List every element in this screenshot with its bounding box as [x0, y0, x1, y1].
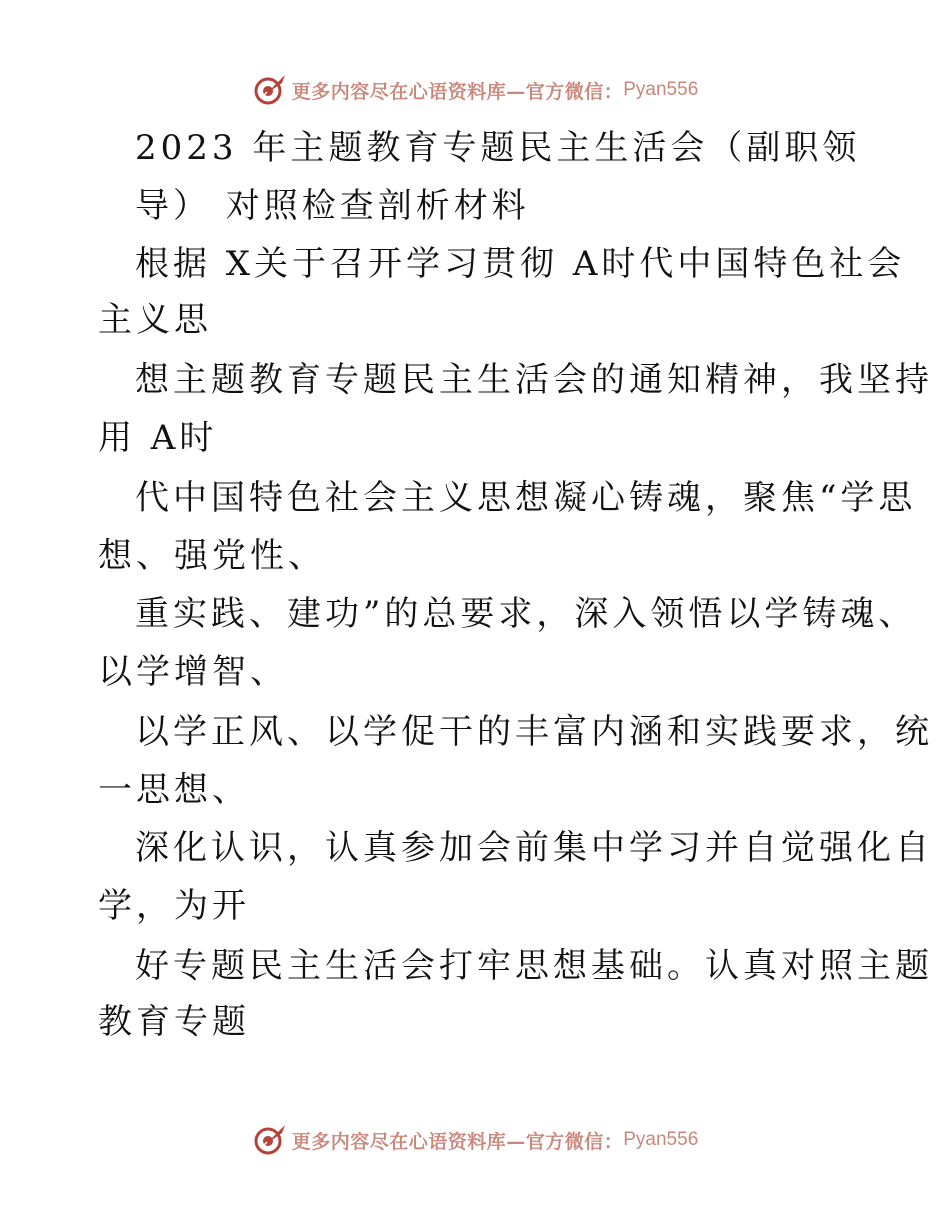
watermark-text: 更多内容尽在心语资料库—官方微信：	[291, 1130, 624, 1153]
paragraph-line: 重实践、建功”的总要求，深入领悟以学铸魂、	[135, 594, 917, 634]
title-line-1: 2023 年主题教育专题民主生活会（副职领	[135, 128, 861, 168]
paragraph-line: 根据 X关于召开学习贯彻 A时代中国特色社会	[135, 244, 906, 284]
paragraph-line: 想主题教育专题民主生活会的通知精神，我坚持	[135, 360, 933, 400]
paragraph-line: 用 A时	[98, 418, 218, 458]
watermark-text: 更多内容尽在心语资料库—官方微信：	[291, 80, 624, 103]
quill-logo-icon	[252, 1122, 288, 1158]
paragraph-line: 一思想、	[98, 770, 250, 810]
watermark-wechat-id: Pyan556	[623, 1129, 699, 1150]
paragraph-line: 学，为开	[98, 886, 250, 926]
paragraph-line: 想、强党性、	[98, 536, 326, 576]
paragraph-line: 主义思	[98, 300, 212, 340]
paragraph-line: 以学正风、以学促干的丰富内涵和实践要求，统	[135, 712, 933, 752]
paragraph-line: 深化认识，认真参加会前集中学习并自觉强化自	[135, 828, 933, 868]
paragraph-line: 好专题民主生活会打牢思想基础。认真对照主题	[135, 946, 933, 986]
watermark-wechat-id: Pyan556	[623, 79, 699, 100]
paragraph-line: 代中国特色社会主义思想凝心铸魂，聚焦“学思	[135, 478, 917, 518]
title-line-2: 导） 对照检查剖析材料	[135, 186, 530, 226]
paragraph-line: 教育专题	[98, 1002, 250, 1042]
watermark-footer	[0, 1120, 950, 1160]
paragraph-line: 以学增智、	[98, 652, 288, 692]
